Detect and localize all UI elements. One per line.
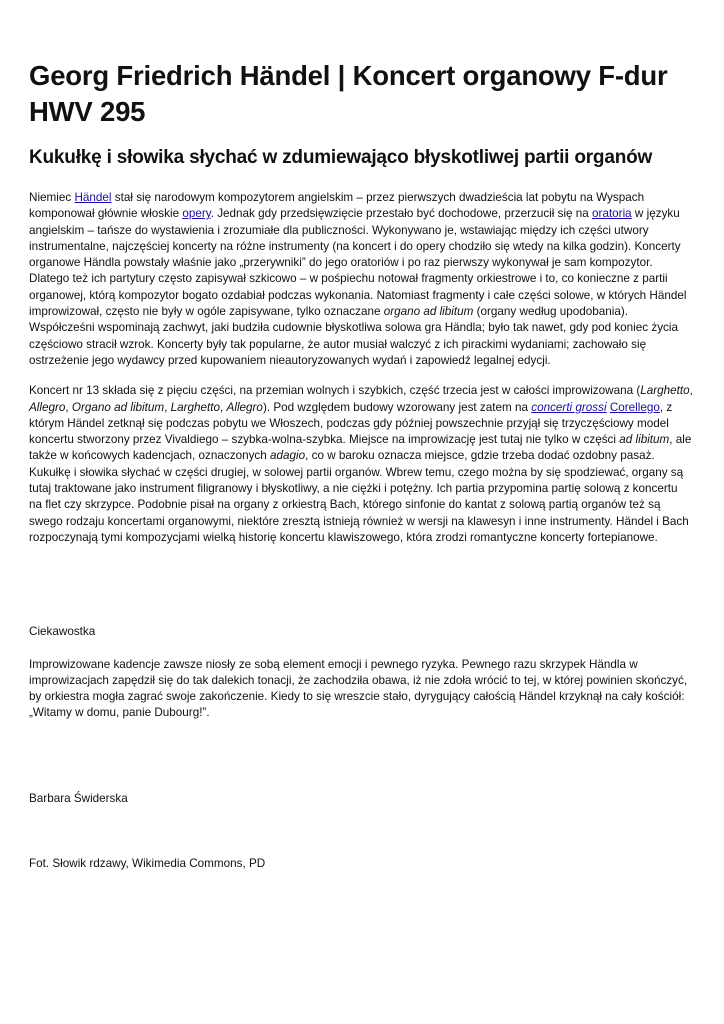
page-subtitle: Kukułkę i słowika słychać w zdumiewająco błyskotliwej partii organów bbox=[29, 147, 653, 168]
text-run: , bbox=[220, 400, 227, 414]
italic-term: Allegro bbox=[226, 400, 263, 414]
curiosity-heading: Ciekawostka bbox=[29, 625, 96, 639]
text-run: (organy według upodobania). Współcześni wspominają zachwyt, jaki budziła cudownie błyskotliwa solowa gra Händla; było tak nawet, gdy pod koniec życia częściowo stracił wzrok. Koncerty były tak popularne, że autor musiał walczyć z ich pirackimi wydaniami; zachowało się ostrzeżenie jego wydawcy przed kupowaniem nieautoryzowanych wydań i zapowiedź legalnej edycji. bbox=[29, 305, 678, 367]
text-run: , co w baroku oznacza miejsce, gdzie trzeba dodać ozdobny pasaż. Kukułkę i słowika słychać w części drugiej, w solowej partii organów. Wbrew temu, czego można by się spodziewać, organy są tutaj traktowane jako instrument filigranowy i błyskotliwy, a nie ciężki i potężny. Ich partia przypomina partię solową z koncertu na flet czy skrzypce. Podobnie pisał na organy z orkiestrą Bach, którego sinfonie do kantat z solową partią organów też są swego rodzaju koncertami organowymi, niektóre zresztą istnieją również w wersji na klawesyn i inne instrumenty. Händel i Bach rozpoczynają tymi kompozycjami wielką historię koncertu klawiszowego, która zrodzi romantyczne koncerty fortepianowe. bbox=[29, 449, 689, 544]
photo-credit: Fot. Słowik rdzawy, Wikimedia Commons, PD bbox=[29, 857, 266, 871]
italic-term: Larghetto bbox=[170, 400, 221, 414]
text-run: . Jednak gdy przedsięwzięcie przestało być dochodowe, przerzucił się na bbox=[210, 207, 593, 221]
link-opery[interactable]: opery bbox=[182, 207, 211, 221]
italic-term: Larghetto bbox=[640, 384, 690, 398]
italic-term: Organo ad libitum bbox=[71, 400, 165, 414]
italic-term: adagio bbox=[270, 449, 306, 463]
italic-term: Allegro bbox=[29, 400, 66, 414]
text-run: w języku angielskim – tańsze do wystawienia i zrozumiałe dla publiczności. Wykonywano je, wstawiając między ich części utwory instrumentalne, najczęściej koncerty na różne instrumenty (na koncert i do opery chodziło się wtedy na kilka godzin). Koncerty organowe Händla powstały właśnie jako „przerywniki” do jego oratoriów i po raz pierwszy wykonywał je sam kompozytor. Dlatego też ich partytury często zapisywał szkicowo – w pośpiechu notował fragmenty orkiestrowe i to, co konieczne z partii organowej, którą kompozytor bogato ozdabiał podczas wykonania. Natomiast fragmenty i całe części solowe, w których Händel improwizował, często nie były w ogóle zapisywane, tylko oznaczane bbox=[29, 207, 687, 319]
intro-paragraph bbox=[29, 190, 693, 369]
text-run: ). Pod względem budowy wzorowany jest zatem na bbox=[262, 400, 532, 414]
link-corellego[interactable]: Corellego bbox=[609, 400, 660, 414]
italic-term: ad libitum bbox=[619, 433, 670, 447]
text-run: Koncert nr 13 składa się z pięciu części, na przemian wolnych i szybkich, część trzecia jest w całości improwizowana ( bbox=[29, 384, 641, 398]
text-run: , ale także w końcowych kadencjach, oznaczonych bbox=[29, 433, 692, 463]
text-run: , bbox=[164, 400, 171, 414]
link-oratoria[interactable]: oratoria bbox=[592, 207, 632, 221]
text-run: , z którym Händel zetknął się podczas pobytu we Włoszech, podczas gdy później powszechnie przyjął się trzyczęściowy model koncertu stworzony przez Vivaldiego – szybka-wolna-szybka. Miejsce na improwizację jest tutaj nie tylko w części bbox=[29, 400, 673, 447]
text-run: Niemiec bbox=[29, 191, 75, 204]
link-concerti-grossi[interactable] bbox=[531, 401, 606, 414]
text-run: , bbox=[689, 384, 693, 398]
italic-term: organo ad libitum bbox=[383, 305, 474, 319]
text-run: stał się narodowym kompozytorem angielskim – przez pierwszych dwadzieścia lat pobytu na Wyspach komponował głównie włoskie bbox=[29, 191, 645, 221]
curiosity-paragraph: Improwizowane kadencje zawsze niosły ze sobą element emocji i pewnego ryzyka. Pewnego razu skrzypek Händla w improwizacjach zapędził się do tak dalekich tonacji, że zachodziła obawa, iż nie zdoła wrócić to tej, w której powinien skończyć, by orkiestra mogła zagrać swoje zakończenie. Kiedy to się wreszcie stało, dyrygujący całością Händel krzyknął na cały kościół: „Witamy w domu, panie Dubourg!”. bbox=[29, 657, 688, 720]
concert-paragraph bbox=[29, 383, 693, 546]
page-title: Georg Friedrich Händel | Koncert organowy F-dur HWV 295 bbox=[29, 60, 668, 127]
text-run: , bbox=[65, 400, 72, 414]
link-concerti-grossi-text: concerti grossi bbox=[531, 400, 607, 414]
document-page bbox=[29, 58, 693, 872]
link-handel[interactable]: Händel bbox=[74, 191, 112, 204]
author-name: Barbara Świderska bbox=[29, 791, 128, 805]
